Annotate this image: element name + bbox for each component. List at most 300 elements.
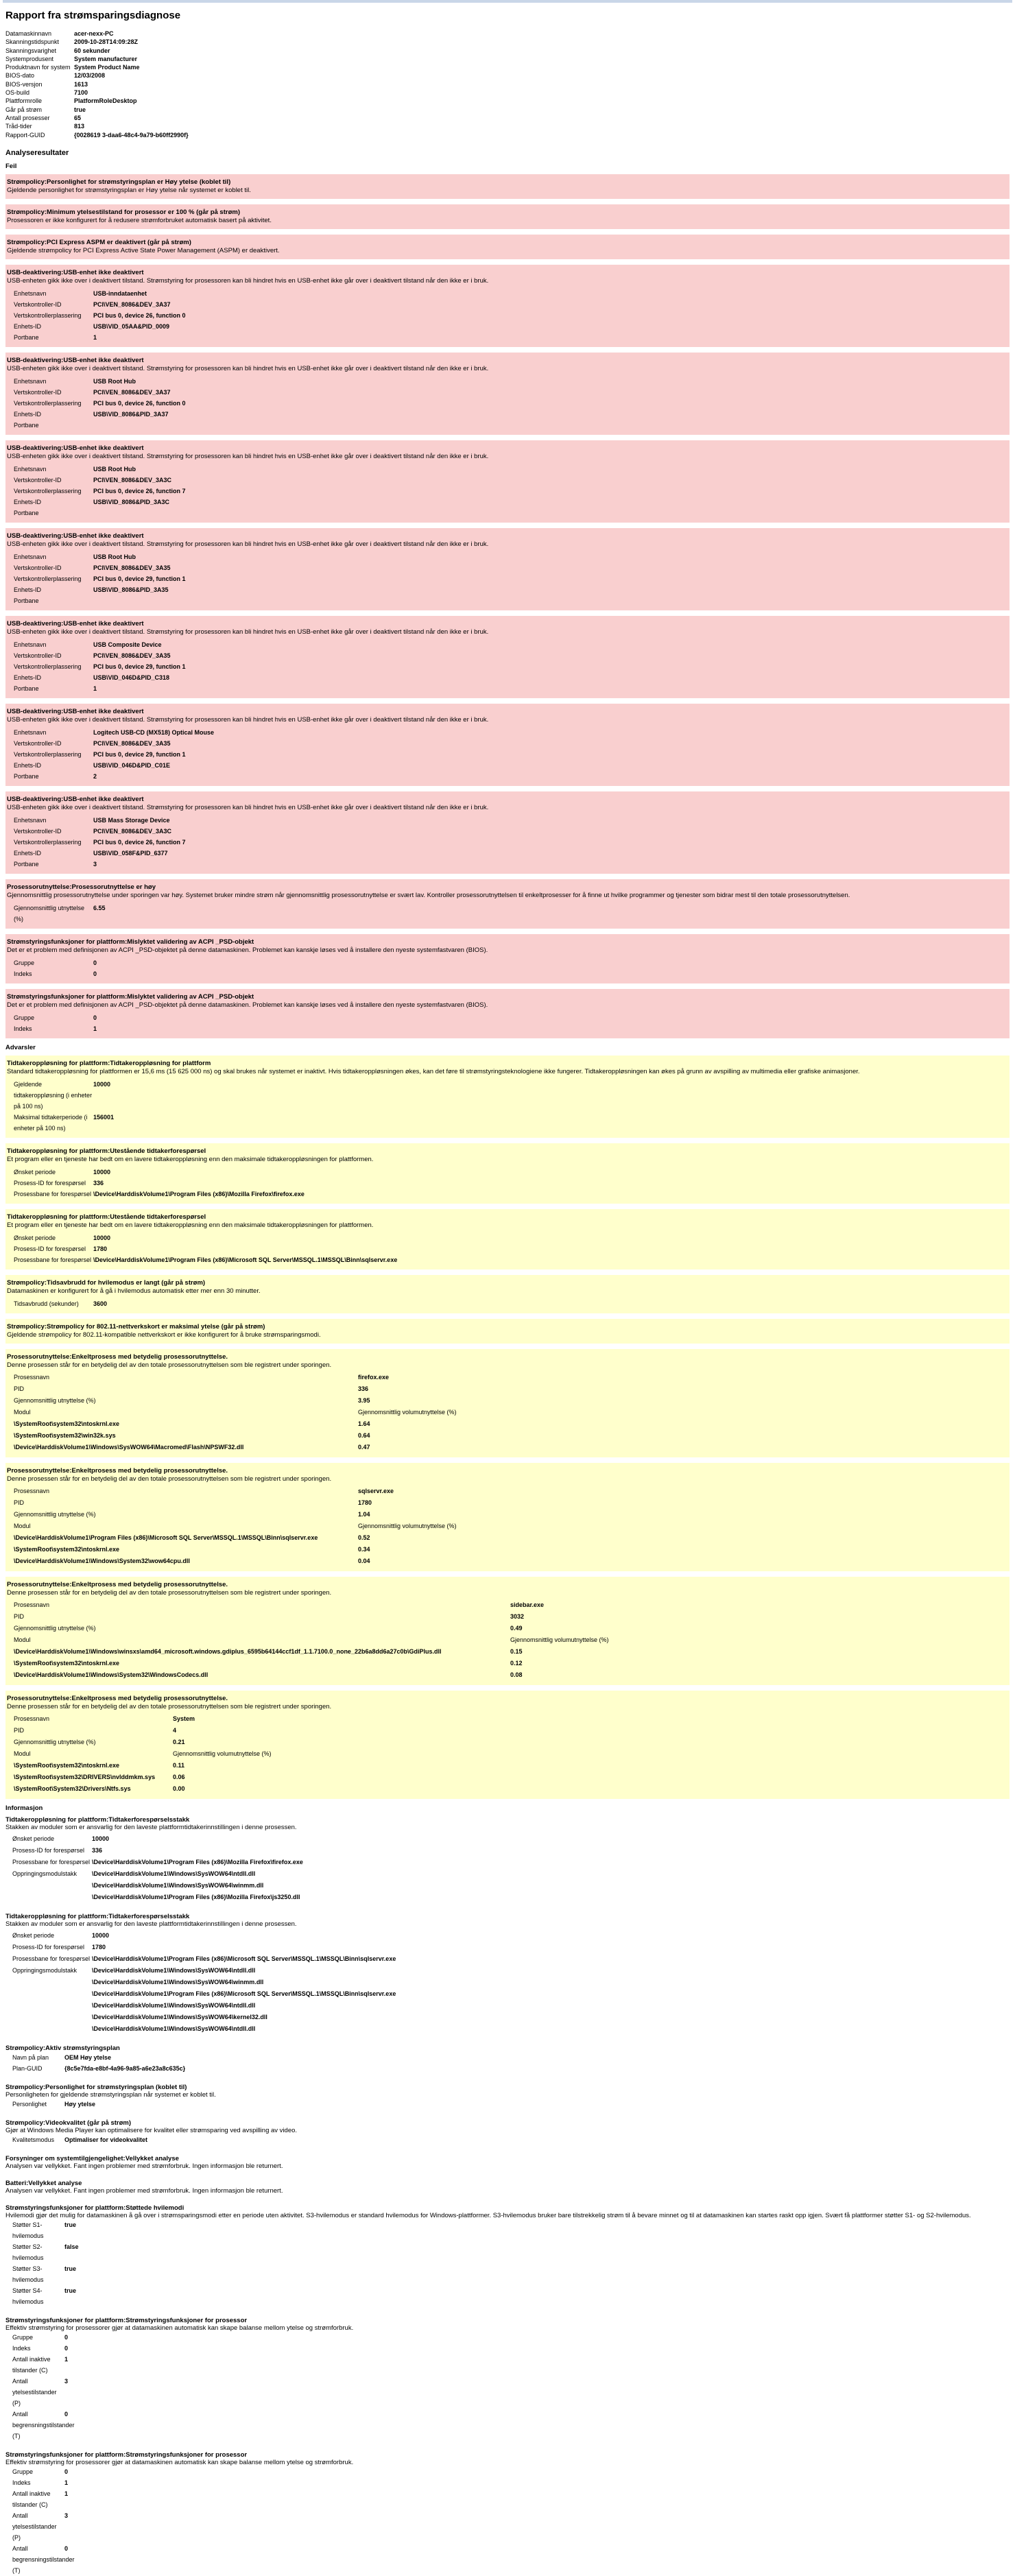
- detail-label: Støtter S4-hvilemodus: [12, 2287, 44, 2305]
- detail-value: 0: [93, 959, 97, 966]
- finding-title: USB-deaktivering:USB-enhet ikke deaktivert: [7, 532, 144, 540]
- system-info-label: Rapport-GUID: [5, 131, 45, 139]
- process-name-value: sqlservr.exe: [358, 1487, 394, 1494]
- detail-row: [7, 727, 1008, 738]
- detail-label: Vertskontroller-ID: [14, 300, 62, 308]
- module-stack-entry: \Device\HarddiskVolume1\Windows\SysWOW64\kernel32.dll: [92, 2013, 267, 2020]
- finding-title: USB-deaktivering:USB-enhet ikke deaktivert: [7, 444, 144, 452]
- pid-label: PID: [14, 1612, 25, 1620]
- info-finding: [5, 2204, 1010, 2307]
- pid-label: PID: [14, 1499, 25, 1506]
- finding-description: Effektiv strømstyring for prosessorer gjør at datamaskinen automatisk kan skape balanse mellom ytelse og strømforbruk.: [5, 2324, 354, 2332]
- warning-finding: [5, 1143, 1010, 1204]
- finding-description: Det er et problem med definisjonen av ACPI _PSD-objektet på denne datamaskinen. Problemet kan kanskje løses ved å installere den nyeste systemfastvaren (BIOS).: [7, 946, 488, 954]
- pid-value: 1780: [358, 1499, 372, 1506]
- detail-label: Enhets-ID: [14, 761, 42, 769]
- finding-title: USB-deaktivering:USB-enhet ikke deaktivert: [7, 707, 144, 715]
- detail-label: Indeks: [14, 1025, 32, 1032]
- module-stack-spacer: [5, 2012, 92, 2023]
- module-path: \Device\HarddiskVolume1\Windows\winsxs\amd64_microsoft.windows.gdiplus_6595b64144ccf1df_1.1.7100.0_none_22b6a8dd6a27c0b\GdiPlus.dll: [14, 1647, 442, 1655]
- detail-row: [7, 497, 1008, 508]
- detail-label: Vertskontroller-ID: [14, 476, 62, 484]
- system-info-label: Plattformrolle: [5, 97, 43, 105]
- detail-value: \Device\HarddiskVolume1\Program Files (x86)\Mozilla Firefox\firefox.exe: [93, 1190, 304, 1197]
- detail-row: [5, 2099, 1010, 2110]
- detail-row: [5, 2409, 1010, 2442]
- detail-value: PCI bus 0, device 29, function 1: [93, 663, 186, 670]
- finding-details: [7, 1012, 1008, 1034]
- report: [0, 3, 1015, 2576]
- finding-title: USB-deaktivering:USB-enhet ikke deaktivert: [7, 795, 144, 803]
- finding-title: Strømpolicy:Minimum ytelsestilstand for prosessor er 100 % (går på strøm): [7, 208, 240, 216]
- detail-row: [5, 2263, 1010, 2285]
- finding-description: Gjeldende strømpolicy for 802.11-kompatible nettverkskort er ikke konfigurert for å bruke strømsparingsmodi.: [7, 1331, 321, 1339]
- detail-value: USB-inndataenhet: [93, 289, 147, 297]
- detail-value: true: [64, 2287, 77, 2294]
- detail-label: Vertskontrollerplassering: [14, 487, 82, 494]
- finding-title: Prosessorutnyttelse:Enkeltprosess med betydelig prosessorutnyttelse.: [7, 1580, 228, 1588]
- detail-row: [7, 1023, 1008, 1034]
- path-value: \Device\HarddiskVolume1\Program Files (x86)\Microsoft SQL Server\MSSQL.1\MSSQL\Binn\sqlservr.exe: [92, 1955, 396, 1962]
- processor-utilization-finding: [5, 1577, 1010, 1685]
- warning-finding: [5, 1209, 1010, 1269]
- pid-label: Prosess-ID for forespørsel: [12, 1943, 85, 1951]
- detail-value: PCI bus 0, device 26, function 0: [93, 311, 186, 319]
- module-label: Modul: [14, 1636, 31, 1643]
- detail-row: [7, 903, 1008, 925]
- detail-value: 3: [64, 2377, 69, 2385]
- detail-label: Enhetsnavn: [14, 641, 47, 648]
- system-info-row: [5, 88, 189, 97]
- detail-row: [7, 815, 1008, 826]
- detail-value: {8c5e7fda-e8bf-4a96-9a85-a6e23a8c635c}: [64, 2064, 186, 2072]
- detail-value: PCI bus 0, device 29, function 1: [93, 575, 186, 582]
- module-util-value: 0.06: [173, 1773, 185, 1780]
- error-finding: [5, 791, 1010, 874]
- finding-details: [7, 376, 1008, 431]
- detail-value: PCI bus 0, device 26, function 7: [93, 838, 186, 846]
- info-finding: [5, 2317, 1010, 2442]
- module-util-value: 0.04: [358, 1557, 370, 1564]
- detail-value: 3: [93, 860, 97, 868]
- module-path: \SystemRoot\system32\ntoskrnl.exe: [14, 1420, 120, 1427]
- detail-label: Vertskontrollerplassering: [14, 575, 82, 582]
- finding-details: [7, 288, 1008, 343]
- detail-label: Støtter S2-hvilemodus: [12, 2243, 44, 2261]
- warning-finding: [5, 1319, 1010, 1344]
- detail-row: [5, 2466, 1010, 2477]
- detail-row: [7, 639, 1008, 650]
- detail-label: Gruppe: [14, 1014, 35, 1021]
- detail-label: Vertskontroller-ID: [14, 564, 62, 571]
- pid-label: Prosess-ID for forespørsel: [12, 1846, 85, 1854]
- module-util-value: 0.52: [358, 1534, 370, 1541]
- detail-row: [7, 1254, 1008, 1265]
- detail-row: [7, 299, 1008, 310]
- system-info-row: [5, 38, 189, 46]
- detail-row: [7, 1298, 1008, 1309]
- finding-title: Strømpolicy:Videokvalitet (går på strøm): [5, 2119, 132, 2127]
- module-util-header: Gjennomsnittlig volumutnyttelse (%): [358, 1522, 457, 1529]
- pid-value: 336: [358, 1385, 369, 1392]
- detail-row: [7, 573, 1008, 584]
- detail-value: PCI bus 0, device 26, function 7: [93, 487, 186, 494]
- finding-description: Prosessoren er ikke konfigurert for å redusere strømforbruket automatisk basert på aktivitet.: [7, 216, 272, 224]
- module-util-value: 0.15: [510, 1647, 523, 1655]
- detail-row: [5, 2052, 1010, 2063]
- system-info-value: true: [74, 106, 86, 113]
- module-label: Modul: [14, 1522, 31, 1529]
- detail-value: 1: [93, 684, 97, 692]
- module-util-value: 0.12: [510, 1659, 523, 1667]
- detail-row: [7, 760, 1008, 771]
- detail-label: Enhetsnavn: [14, 553, 47, 560]
- pid-label: PID: [14, 1726, 25, 1734]
- detail-value: USB Root Hub: [93, 465, 136, 473]
- detail-value: 1: [64, 2490, 69, 2497]
- module-path: \SystemRoot\system32\win32k.sys: [14, 1431, 116, 1439]
- finding-description: Stakken av moduler som er ansvarlig for den laveste plattformtidtakerinnstillingen i denne prosessen.: [5, 1920, 297, 1928]
- detail-label: Enhetsnavn: [14, 289, 47, 297]
- detail-label: Enhets-ID: [14, 498, 42, 505]
- info-items-section: [5, 2044, 1010, 2576]
- detail-value: 1: [64, 2479, 69, 2486]
- detail-value: PCI\VEN_8086&DEV_3A35: [93, 739, 171, 747]
- detail-value: 156001: [93, 1113, 115, 1121]
- detail-label: Portbane: [14, 597, 39, 604]
- finding-title: Strømstyringsfunksjoner for plattform:Mislyktet validering av ACPI _PSD-objekt: [7, 938, 254, 946]
- finding-description: USB-enheten gikk ikke over i deaktivert tilstand. Strømstyring for prosessoren kan bli hindret hvis en USB-enhet ikke går over i deaktivert tilstand når den ikke er i bruk.: [7, 715, 489, 724]
- detail-label: Prosessbane for forespørsel: [14, 1190, 92, 1197]
- path-label: Prosessbane for forespørsel: [12, 1858, 91, 1865]
- finding-details: [7, 1167, 1008, 1200]
- avg-util-label: Gjennomsnittlig utnyttelse (%): [14, 1396, 96, 1404]
- detail-row: [7, 683, 1008, 694]
- finding-title: Strømstyringsfunksjoner for plattform:Mislyktet validering av ACPI _PSD-objekt: [7, 992, 254, 1001]
- detail-row: [7, 650, 1008, 661]
- detail-value: PCI bus 0, device 26, function 0: [93, 399, 186, 407]
- period-value: 10000: [92, 1835, 110, 1842]
- detail-row: [7, 749, 1008, 760]
- system-info-row: [5, 106, 189, 114]
- finding-description: Et program eller en tjeneste har bedt om en lavere tidtakeroppløsning enn den maksimale tidtakeroppløsningen for plattformen.: [7, 1155, 374, 1163]
- pid-value: 4: [173, 1726, 177, 1734]
- finding-description: Hvilemodi gjør det mulig for datamaskinen å gå over i strømsparingsmodi etter en periode uten aktivitet. S3-hvilemodus er standard hvilemodus for Windows-plattformer. S3-hvilemodus bruker bare tilstrekkelig strøm til å bevare minnet og til at datamaskinen kan startes raskt opp igjen. Svært få plattformer støtter S1- og S2-hvilemodus.: [5, 2211, 971, 2219]
- system-info-value: 1613: [74, 80, 88, 88]
- system-info-label: Tråd-tider: [5, 123, 32, 130]
- detail-row: [7, 1167, 1008, 1178]
- detail-value: PCI bus 0, device 29, function 1: [93, 750, 186, 758]
- detail-label: Kvalitetsmodus: [12, 2136, 55, 2143]
- period-value: 10000: [92, 1931, 110, 1939]
- detail-label: Portbane: [14, 684, 39, 692]
- detail-label: Enhets-ID: [14, 322, 42, 330]
- errors-heading: Feil: [5, 162, 17, 170]
- finding-title: Strømpolicy:Personlighet for strømstyringsplan (koblet til): [5, 2083, 187, 2091]
- detail-row: [7, 1189, 1008, 1200]
- detail-value: PCI\VEN_8086&DEV_3A35: [93, 652, 171, 659]
- processor-utilization-finding: [5, 1349, 1010, 1457]
- detail-label: Antall begrensningstilstander (T): [12, 2410, 75, 2440]
- detail-row: [7, 1232, 1008, 1243]
- system-info-row: [5, 63, 189, 71]
- finding-title: Strømstyringsfunksjoner for plattform:Støttede hvilemodi: [5, 2204, 184, 2212]
- detail-row: [7, 595, 1008, 606]
- system-info-row: [5, 131, 189, 139]
- avg-util-label: Gjennomsnittlig utnyttelse (%): [14, 1738, 96, 1745]
- process-details-grid: [7, 1599, 1008, 1681]
- error-finding: [5, 879, 1010, 929]
- pid-value: 3032: [510, 1612, 525, 1620]
- system-info-row: [5, 29, 189, 38]
- detail-row: [7, 1243, 1008, 1254]
- detail-value: 10000: [93, 1168, 111, 1176]
- pid-value: 1780: [92, 1943, 106, 1951]
- detail-label: Støtter S1-hvilemodus: [12, 2221, 44, 2239]
- finding-details: [7, 727, 1008, 782]
- detail-label: Portbane: [14, 772, 39, 780]
- finding-title: Prosessorutnyttelse:Enkeltprosess med betydelig prosessorutnyttelse.: [7, 1352, 228, 1361]
- detail-row: [7, 672, 1008, 683]
- detail-value: PCI\VEN_8086&DEV_3A3C: [93, 476, 172, 484]
- detail-row: [7, 826, 1008, 837]
- system-info-row: [5, 55, 189, 63]
- detail-value: true: [64, 2265, 77, 2272]
- finding-title: Strømpolicy:Personlighet for strømstyringsplan er Høy ytelse (koblet til): [7, 178, 231, 186]
- module-path: \Device\HarddiskVolume1\Windows\System32\wow64cpu.dll: [14, 1557, 190, 1564]
- finding-details: [7, 815, 1008, 870]
- finding-title: Strømstyringsfunksjoner for plattform:Strømstyringsfunksjoner for prosessor: [5, 2316, 248, 2324]
- detail-row: [7, 957, 1008, 968]
- finding-description: USB-enheten gikk ikke over i deaktivert tilstand. Strømstyring for prosessoren kan bli hindret hvis en USB-enhet ikke går over i deaktivert tilstand når den ikke er i bruk.: [7, 276, 489, 285]
- module-stack-spacer: [5, 1977, 92, 1988]
- warnings-section: [5, 1056, 1010, 1344]
- finding-description: USB-enheten gikk ikke over i deaktivert tilstand. Strømstyring for prosessoren kan bli hindret hvis en USB-enhet ikke går over i deaktivert tilstand når den ikke er i bruk.: [7, 628, 489, 636]
- detail-row: [7, 508, 1008, 518]
- error-finding: [5, 989, 1010, 1038]
- error-finding: [5, 235, 1010, 259]
- module-path: \SystemRoot\system32\ntoskrnl.exe: [14, 1761, 120, 1769]
- detail-label: Enhets-ID: [14, 410, 42, 418]
- module-stack-label: Oppringingsmodulstakk: [12, 1966, 77, 1974]
- module-stack-entry: \Device\HarddiskVolume1\Windows\SysWOW64\winmm.dll: [92, 1978, 264, 1985]
- system-info-row: [5, 114, 189, 122]
- detail-label: Antall ytelsestilstander (P): [12, 2512, 57, 2541]
- detail-value: 0: [64, 2468, 69, 2475]
- module-util-value: 1.64: [358, 1420, 370, 1427]
- finding-description: Personligheten for gjeldende strømstyringsplan når systemet er koblet til.: [5, 2090, 216, 2099]
- detail-label: Personlighet: [12, 2100, 47, 2108]
- module-path: \SystemRoot\system32\ntoskrnl.exe: [14, 1659, 120, 1667]
- finding-description: Et program eller en tjeneste har bedt om en lavere tidtakeroppløsning enn den maksimale tidtakeroppløsningen for plattformen.: [7, 1221, 374, 1229]
- detail-row: [7, 771, 1008, 782]
- process-name-label: Prosessnavn: [14, 1487, 50, 1494]
- detail-row: [7, 464, 1008, 475]
- detail-value: PCI\VEN_8086&DEV_3A3C: [93, 827, 172, 835]
- analysis-heading: Analyseresultater: [5, 148, 69, 157]
- detail-value: USB Mass Storage Device: [93, 816, 170, 824]
- detail-label: Vertskontroller-ID: [14, 827, 62, 835]
- detail-value: 3: [64, 2512, 69, 2519]
- finding-details: [7, 1232, 1008, 1265]
- finding-title: Batteri:Vellykket analyse: [5, 2179, 82, 2187]
- finding-description: USB-enheten gikk ikke over i deaktivert tilstand. Strømstyring for prosessoren kan bli hindret hvis en USB-enhet ikke går over i deaktivert tilstand når den ikke er i bruk.: [7, 364, 489, 372]
- processor-utilization-finding: [5, 1463, 1010, 1571]
- detail-label: Gruppe: [14, 959, 35, 966]
- module-util-value: 0.64: [358, 1431, 370, 1439]
- finding-description: Effektiv strømstyring for prosessorer gjør at datamaskinen automatisk kan skape balanse mellom ytelse og strømforbruk.: [5, 2458, 354, 2466]
- system-info-label: Antall prosesser: [5, 114, 50, 121]
- path-value: \Device\HarddiskVolume1\Program Files (x86)\Mozilla Firefox\firefox.exe: [92, 1858, 303, 1865]
- error-finding: [5, 528, 1010, 610]
- detail-value: 336: [93, 1179, 104, 1186]
- module-path: \SystemRoot\system32\ntoskrnl.exe: [14, 1545, 120, 1553]
- system-info-value: acer-nexx-PC: [74, 30, 114, 37]
- error-finding: [5, 934, 1010, 983]
- module-util-value: 0.11: [173, 1761, 185, 1769]
- detail-row: [5, 2510, 1010, 2543]
- module-util-header: Gjennomsnittlig volumutnyttelse (%): [510, 1636, 609, 1643]
- detail-label: Vertskontrollerplassering: [14, 663, 82, 670]
- detail-label: Enhets-ID: [14, 849, 42, 857]
- detail-label: Gruppe: [12, 2333, 34, 2341]
- system-info-label: Produktnavn for system: [5, 64, 71, 71]
- detail-row: [7, 409, 1008, 420]
- finding-description: USB-enheten gikk ikke over i deaktivert tilstand. Strømstyring for prosessoren kan bli hindret hvis en USB-enhet ikke går over i deaktivert tilstand når den ikke er i bruk.: [7, 803, 489, 811]
- detail-value: 0: [64, 2410, 69, 2418]
- finding-details: [7, 639, 1008, 694]
- detail-value: USB\VID_8086&PID_3A37: [93, 410, 169, 418]
- detail-label: Prosess-ID for forespørsel: [14, 1179, 86, 1186]
- detail-label: Enhetsnavn: [14, 465, 47, 473]
- report-title: Rapport fra strømsparingsdiagnose: [5, 10, 181, 21]
- process-name-value: System: [173, 1715, 195, 1722]
- avg-util-label: Gjennomsnittlig utnyttelse (%): [14, 1624, 96, 1632]
- detail-label: Vertskontrollerplassering: [14, 838, 82, 846]
- detail-value: USB\VID_05AA&PID_0009: [93, 322, 170, 330]
- warnings-heading: Advarsler: [5, 1043, 36, 1051]
- finding-details: [7, 903, 1008, 925]
- detail-value: 1780: [93, 1245, 108, 1252]
- detail-label: Navn på plan: [12, 2053, 49, 2061]
- period-label: Ønsket periode: [12, 1931, 55, 1939]
- detail-label: Antall ytelsestilstander (P): [12, 2377, 57, 2407]
- warning-finding: [5, 1275, 1010, 1313]
- system-info-value: 7100: [74, 89, 88, 97]
- module-stack-entry: \Device\HarddiskVolume1\Windows\SysWOW64\ntdll.dll: [92, 2001, 256, 2009]
- detail-row: [5, 2343, 1010, 2354]
- finding-title: Strømpolicy:Strømpolicy for 802.11-nettverkskort er maksimal ytelse (går på strøm): [7, 1322, 265, 1331]
- detail-row: [7, 486, 1008, 497]
- detail-label: Vertskontrollerplassering: [14, 399, 82, 407]
- detail-label: Plan-GUID: [12, 2064, 43, 2072]
- system-info-value: 2009-10-28T14:09:28Z: [74, 38, 139, 46]
- system-info-row: [5, 122, 189, 130]
- module-label: Modul: [14, 1750, 31, 1757]
- info-finding: [5, 2044, 1010, 2074]
- detail-value: 6.55: [93, 904, 106, 911]
- finding-title: Tidtakeroppløsning for plattform:Utestående tidtakerforespørsel: [7, 1147, 206, 1155]
- system-info-value: 12/03/2008: [74, 72, 106, 80]
- system-info-table: [5, 29, 189, 139]
- process-details-grid: [7, 1372, 1008, 1453]
- detail-label: Portbane: [14, 421, 39, 429]
- detail-value: 3600: [93, 1300, 108, 1307]
- process-name-label: Prosessnavn: [14, 1715, 50, 1722]
- finding-description: Gjeldende personlighet for strømstyringsplan er Høy ytelse når systemet er koblet til.: [7, 186, 251, 194]
- detail-row: [5, 2332, 1010, 2343]
- detail-label: Portbane: [14, 509, 39, 516]
- period-label: Ønsket periode: [12, 1835, 55, 1842]
- detail-row: [5, 2219, 1010, 2241]
- detail-value: true: [64, 2221, 77, 2228]
- finding-description: USB-enheten gikk ikke over i deaktivert tilstand. Strømstyring for prosessoren kan bli hindret hvis en USB-enhet ikke går over i deaktivert tilstand når den ikke er i bruk.: [7, 540, 489, 548]
- detail-label: Prosess-ID for forespørsel: [14, 1245, 86, 1252]
- module-util-value: 0.08: [510, 1671, 523, 1678]
- system-info-value: 60 sekunder: [74, 47, 110, 54]
- avg-util-value: 3.95: [358, 1396, 370, 1404]
- detail-value: 0: [64, 2544, 69, 2552]
- detail-row: [5, 2354, 1010, 2376]
- stack-details-grid: [5, 1930, 1010, 2035]
- detail-value: USB\VID_046D&PID_C318: [93, 673, 170, 681]
- timer-request-stack: [5, 1913, 1010, 2035]
- module-path: \Device\HarddiskVolume1\Program Files (x86)\Microsoft SQL Server\MSSQL.1\MSSQL\Binn\sqlservr.exe: [14, 1534, 318, 1541]
- detail-row: [7, 551, 1008, 562]
- system-info-label: BIOS-versjon: [5, 80, 43, 88]
- info-stacks-section: [5, 1816, 1010, 2035]
- finding-description: Denne prosessen står for en betydelig del av den totale prosessorutnyttelsen som ble registrert under sporingen.: [7, 1588, 332, 1597]
- finding-title: Strømpolicy:Aktiv strømstyringsplan: [5, 2044, 120, 2052]
- finding-title: Prosessorutnyttelse:Prosessorutnyttelse er høy: [7, 883, 156, 891]
- detail-label: Antall inaktive tilstander (C): [12, 2490, 51, 2508]
- detail-label: Indeks: [12, 2344, 31, 2352]
- info-finding: [5, 2451, 1010, 2576]
- system-info-label: Skanningstidspunkt: [5, 38, 60, 46]
- finding-details: [7, 957, 1008, 979]
- system-info-label: BIOS-dato: [5, 72, 35, 80]
- detail-label: Støtter S3-hvilemodus: [12, 2265, 44, 2283]
- detail-label: Gjennomsnittlig utnyttelse (%): [14, 904, 85, 922]
- module-stack-entry: \Device\HarddiskVolume1\Windows\SysWOW64\ntdll.dll: [92, 2025, 256, 2032]
- module-stack-spacer: [5, 1880, 92, 1892]
- detail-row: [7, 321, 1008, 332]
- detail-row: [5, 2285, 1010, 2307]
- processor-utilization-finding: [5, 1691, 1010, 1799]
- module-path: \Device\HarddiskVolume1\Windows\SysWOW64\Macromed\Flash\NPSWF32.dll: [14, 1443, 244, 1451]
- detail-row: [7, 387, 1008, 398]
- detail-value: PCI\VEN_8086&DEV_3A35: [93, 564, 171, 571]
- system-info-label: Datamaskinnavn: [5, 30, 52, 37]
- finding-title: Tidtakeroppløsning for plattform:Tidtakerforespørselsstakk: [5, 1912, 190, 1920]
- process-details-grid: [7, 1486, 1008, 1567]
- detail-row: [5, 2241, 1010, 2263]
- system-info-row: [5, 71, 189, 80]
- module-path: \SystemRoot\system32\DRIVERS\nvlddmkm.sys: [14, 1773, 156, 1780]
- detail-label: Enhets-ID: [14, 673, 42, 681]
- detail-row: [7, 420, 1008, 431]
- finding-description: Denne prosessen står for en betydelig del av den totale prosessorutnyttelsen som ble registrert under sporingen.: [7, 1475, 332, 1483]
- system-info-label: Systemprodusent: [5, 55, 54, 62]
- system-info-value: System manufacturer: [74, 55, 138, 62]
- module-stack-entry: \Device\HarddiskVolume1\Program Files (x86)\Mozilla Firefox\js3250.dll: [92, 1893, 300, 1900]
- finding-title: Prosessorutnyttelse:Enkeltprosess med betydelig prosessorutnyttelse.: [7, 1466, 228, 1475]
- finding-details: [7, 1298, 1008, 1309]
- finding-title: Tidtakeroppløsning for plattform:Utestående tidtakerforespørsel: [7, 1213, 206, 1221]
- detail-row: [5, 2063, 1010, 2074]
- detail-row: [7, 848, 1008, 859]
- finding-title: Forsyninger om systemtilgjengelighet:Vellykket analyse: [5, 2154, 179, 2162]
